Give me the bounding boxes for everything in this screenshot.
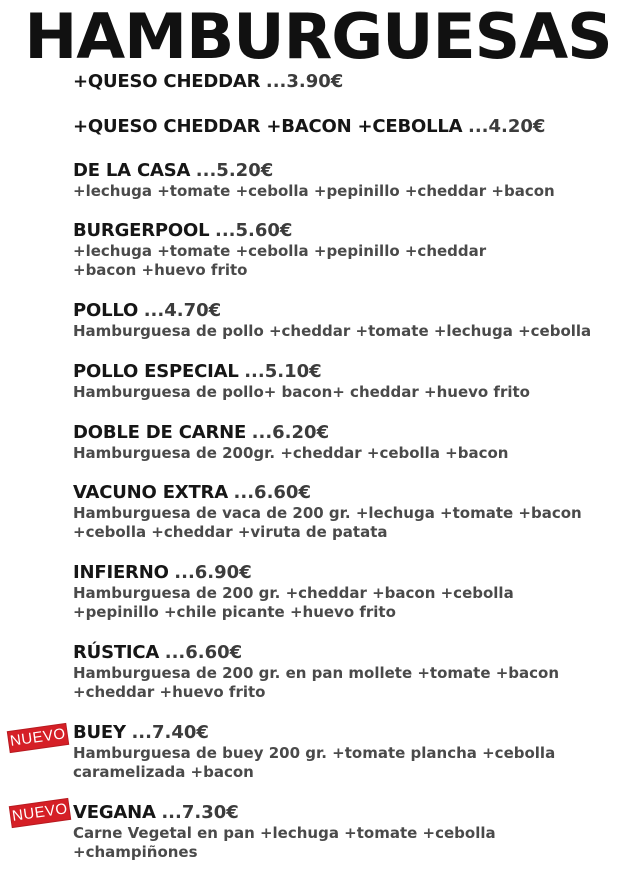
- item-price: ...5.10€: [244, 361, 322, 382]
- item-name: INFIERNO: [73, 562, 169, 583]
- item-description: Hamburguesa de 200 gr. en pan mollete +tomate +bacon: [73, 664, 560, 682]
- item-description: +cheddar +huevo frito: [73, 683, 266, 701]
- menu-item-buey: [73, 722, 633, 782]
- item-price: ...5.60€: [214, 220, 293, 241]
- item-price: ...7.30€: [161, 802, 239, 823]
- item-description: +lechuga +tomate +cebolla +pepinillo +cheddar +bacon: [73, 182, 555, 200]
- item-price: ...6.60€: [164, 642, 243, 663]
- item-description: Hamburguesa de 200 gr. +cheddar +bacon +cebolla: [73, 584, 514, 602]
- item-description: Hamburguesa de pollo+ bacon+ cheddar +huevo frito: [73, 383, 530, 401]
- item-description: Hamburguesa de pollo +cheddar +tomate +lechuga +cebolla: [73, 322, 592, 340]
- menu-item-queso-bacon-cebolla: [73, 116, 633, 138]
- item-description: +champiñones: [73, 843, 198, 861]
- item-name: RÚSTICA: [73, 642, 160, 663]
- item-description: +bacon +huevo frito: [73, 261, 248, 279]
- item-price: ...7.40€: [131, 722, 209, 743]
- item-name: POLLO ESPECIAL: [73, 361, 239, 382]
- item-name: BUEY: [73, 722, 126, 743]
- item-name: +QUESO CHEDDAR: [73, 71, 261, 92]
- new-badge: NUEVO: [8, 724, 68, 752]
- menu-item-de-la-casa: [73, 160, 633, 201]
- item-description: Hamburguesa de buey 200 gr. +tomate plancha +cebolla: [73, 744, 556, 762]
- item-name: +QUESO CHEDDAR +BACON +CEBOLLA: [73, 116, 463, 137]
- item-price: ...3.90€: [265, 71, 344, 92]
- menu-item-infierno: [73, 562, 633, 622]
- item-description: +lechuga +tomate +cebolla +pepinillo +cheddar: [73, 242, 487, 260]
- item-name: DOBLE DE CARNE: [73, 422, 247, 443]
- item-name: BURGERPOOL: [73, 220, 210, 241]
- menu-item-queso-cheddar: [73, 71, 633, 93]
- item-description: caramelizada +bacon: [73, 763, 254, 781]
- menu-item-vegana: [73, 802, 633, 862]
- menu-item-pollo: [73, 300, 633, 341]
- new-badge: NUEVO: [10, 799, 70, 827]
- menu-item-doble-de-carne: [73, 422, 633, 463]
- item-price: ...4.20€: [467, 116, 546, 137]
- item-price: ...5.20€: [195, 160, 274, 181]
- menu-item-burgerpool: [73, 220, 633, 280]
- item-price: ...6.90€: [174, 562, 252, 583]
- item-name: DE LA CASA: [73, 160, 191, 181]
- item-name: POLLO: [73, 300, 139, 321]
- page-title: HAMBURGUESAS: [24, 0, 612, 73]
- item-name: VACUNO EXTRA: [73, 482, 228, 503]
- item-name: VEGANA: [73, 802, 156, 823]
- item-description: +pepinillo +chile picante +huevo frito: [73, 603, 396, 621]
- menu-item-rustica: [73, 642, 633, 702]
- item-description: Carne Vegetal en pan +lechuga +tomate +cebolla: [73, 824, 496, 842]
- item-price: ...6.60€: [233, 482, 311, 503]
- item-description: Hamburguesa de 200gr. +cheddar +cebolla +bacon: [73, 444, 509, 462]
- menu-item-pollo-especial: [73, 361, 633, 402]
- item-description: Hamburguesa de vaca de 200 gr. +lechuga +tomate +bacon: [73, 504, 582, 522]
- menu-item-vacuno-extra: [73, 482, 633, 542]
- item-price: ...6.20€: [251, 422, 330, 443]
- item-price: ...4.70€: [143, 300, 222, 321]
- item-description: +cebolla +cheddar +viruta de patata: [73, 523, 388, 541]
